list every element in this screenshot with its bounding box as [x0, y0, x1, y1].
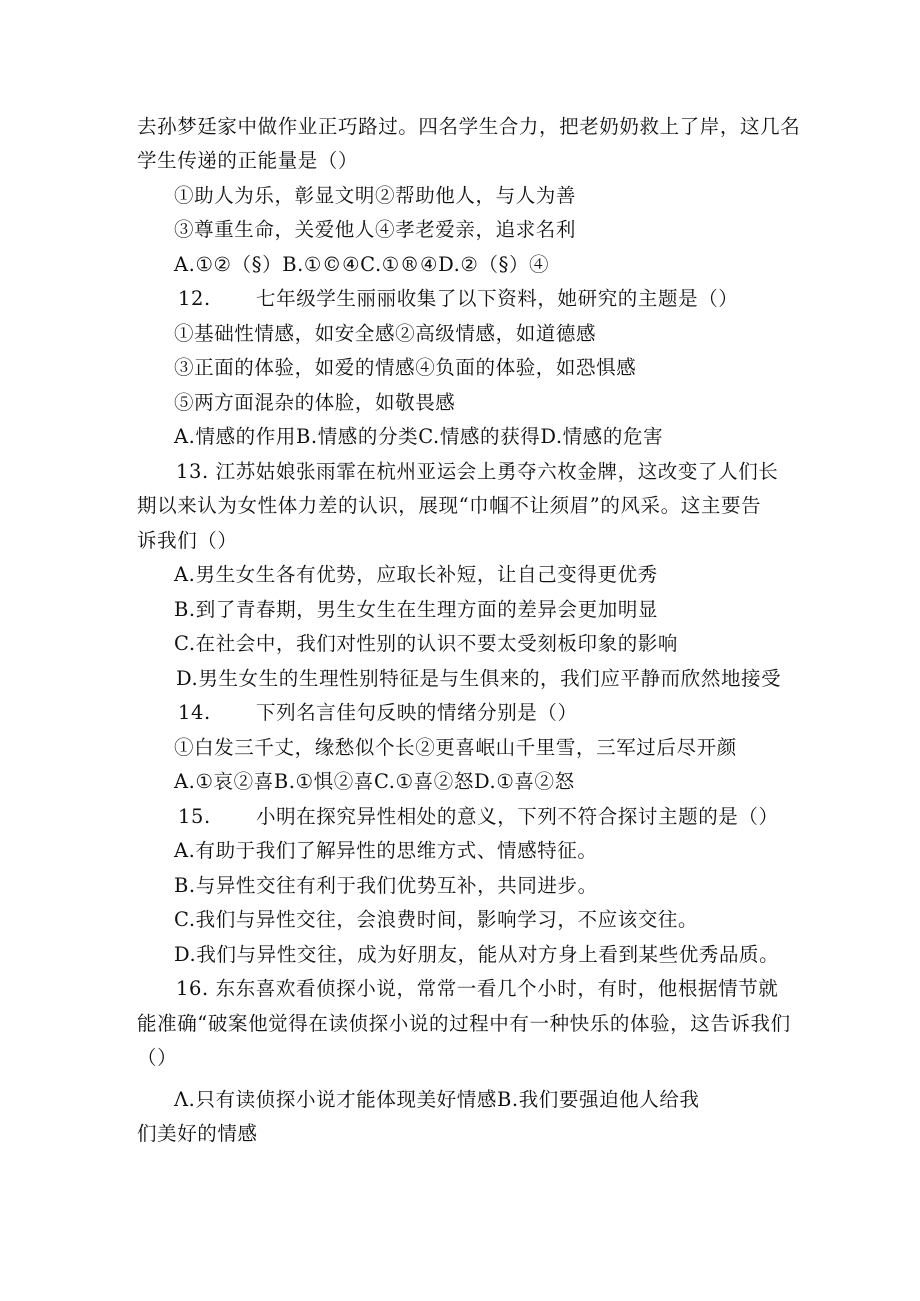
q11-answer-choices: A.①②（§）B.①©④C.①®④D.②（§）④: [174, 253, 550, 276]
q11-stem-line-1: 去孙梦廷家中做作业正巧路过。四名学生合力，把老奶奶救上了岸，这几名: [137, 115, 801, 138]
q12-stem: [178, 287, 738, 311]
q15-option-a: A.有助于我们了解异性的思维方式、情感特征。: [174, 839, 598, 862]
q12-answer-choices: A.情感的作用B.情感的分类C.情感的获得D.情感的危害: [174, 425, 664, 448]
q11-option-line-2: ③尊重生命，关爱他人④孝老爱亲，追求名利: [174, 218, 577, 241]
q12-item-3: ⑤两方面混杂的体脸，如敬畏感: [174, 391, 456, 414]
q13-option-c: C.在社会中，我们对性别的认识不要太受刻板印象的影响: [174, 632, 679, 655]
q12-number: 12.: [178, 287, 211, 310]
q15-stem-text: 小明在探究异性相处的意义，下列不符合探讨主题的是（）: [256, 805, 779, 828]
q13-option-b: B.到了青春期，男生女生在生理方面的差异会更加明显: [174, 598, 659, 621]
q14-number: 14.: [178, 701, 211, 724]
q15-option-b: B.与异性交往有利于我们优势互补，共同进步。: [174, 874, 598, 897]
q12-item-1: ①基础性情感，如安全感②高级情感，如道德感: [174, 322, 597, 345]
q16-option-line-2: 们美好的情感: [137, 1122, 258, 1145]
q16-stem-line-3: （）: [137, 1046, 178, 1069]
q14-stem-text: 下列名言佳句反映的情绪分别是（）: [256, 701, 578, 724]
q16-stem-line-2: 能准确“破案他觉得在读侦探小说的过程中有一种快乐的体验，这告诉我们: [137, 1012, 791, 1035]
q14-stem: [178, 701, 578, 725]
q11-option-line-1: ①助人为乐，彰显文明②帮助他人，与人为善: [174, 184, 577, 207]
q15-option-d: D.我们与异性交往，成为好朋友，能从对方身上看到某些优秀品质。: [174, 943, 780, 966]
q15-number: 15.: [178, 805, 211, 828]
q15-option-c: C.我们与异性交往，会浪费时间，影响学习，不应该交往。: [174, 908, 699, 931]
q11-stem-line-2: 学生传递的正能量是（）: [137, 149, 359, 172]
q16-option-line-1: Λ.只有读侦探小说才能体现美好情感B.我们要强迫他人给我: [174, 1088, 700, 1111]
q13-stem-line-1: 13. 江苏姑娘张雨霏在杭州亚运会上勇夺六枚金牌，这改变了人们长: [176, 460, 779, 483]
q12-stem-text: 七年级学生丽丽收集了以下资料，她研究的主题是（）: [256, 287, 739, 310]
q14-quotes: ①白发三千丈，缘愁似个长②更喜岷山千里雪，三军过后尽开颜: [174, 736, 737, 759]
q13-stem-line-2: 期以来认为女性体力差的认识，展现“巾帼不让须眉”的风采。这主要告: [137, 494, 762, 517]
q15-stem: [178, 805, 779, 829]
q12-item-2: ③正面的体验，如爱的情感④负面的体验，如恐惧感: [174, 356, 637, 379]
q13-stem-line-3: 诉我们（）: [137, 529, 238, 552]
q16-stem-line-1: 16. 东东喜欢看侦探小说，常常一看几个小时，有时，他根据情节就: [176, 977, 779, 1000]
q13-option-d: D.男生女生的生理性别特征是与生俱来的，我们应平静而欣然地接受: [176, 667, 782, 690]
q13-option-a: A.男生女生各有优势，应取长补短，让自己变得更优秀: [174, 563, 658, 586]
q14-answer-choices: A.①哀②喜B.①惧②喜C.①喜②怒D.①喜②怒: [174, 770, 575, 793]
